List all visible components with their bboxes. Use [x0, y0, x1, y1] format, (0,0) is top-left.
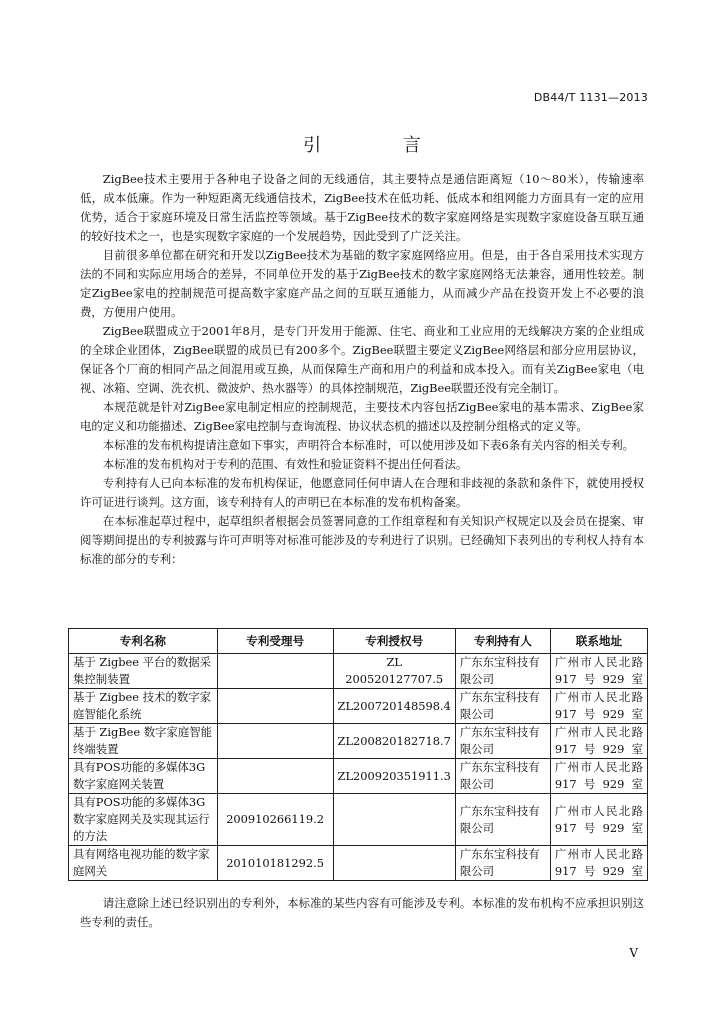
page-number: V: [629, 946, 638, 960]
table-row: [69, 654, 648, 689]
document-number: DB44/T 1131—2013: [533, 91, 648, 104]
table-header-row: [69, 629, 648, 654]
application-no-cell: [217, 689, 333, 724]
grant-no-cell: [333, 794, 455, 846]
closing-note: 请注意除上述已经识别出的专利外，本标准的某些内容有可能涉及专利。本标准的发布机构不应承担识别这些专利的责任。: [80, 896, 644, 929]
header-address: 联系地址: [550, 629, 647, 654]
holder-cell: 广东东宝科技有限公司: [455, 724, 550, 759]
application-no-cell: [217, 654, 333, 689]
patent-table: [68, 628, 648, 881]
grant-no-cell: ZL 200520127707.5: [333, 654, 455, 689]
paragraph: 专利持有人已向本标准的发布机构保证，他愿意同任何申请人在合理和非歧视的条款和条件下，就使用授权许可证进行谈判。这方面，该专利持有人的声明已在本标准的发布机构备案。: [80, 476, 644, 509]
header-grant-no: 专利授权号: [333, 629, 455, 654]
table-row: [69, 794, 648, 846]
patent-name-cell: 基于 Zigbee 技术的数字家庭智能化系统: [69, 689, 218, 724]
patent-name-cell: 基于 Zigbee 平台的数据采集控制装置: [69, 654, 218, 689]
paragraph: 本规范就是针对ZigBee家电制定相应的控制规范，主要技术内容包括ZigBee家电的基本需求、ZigBee家电的定义和功能描述、ZigBee家电控制与查询流程、协议状态机的描述以及控制分组格式的定义等。: [80, 400, 644, 433]
address-cell: 广州市人民北路917号929室: [550, 724, 647, 759]
table-row: [69, 689, 648, 724]
header-application-no: 专利受理号: [217, 629, 333, 654]
holder-cell: 广东东宝科技有限公司: [455, 846, 550, 881]
address-cell: 广州市人民北路917号929室: [550, 759, 647, 794]
application-no-cell: [217, 759, 333, 794]
application-no-cell: [217, 724, 333, 759]
header-patent-name: 专利名称: [69, 629, 218, 654]
holder-cell: 广东东宝科技有限公司: [455, 689, 550, 724]
paragraph: ZigBee技术主要用于各种电子设备之间的无线通信，其主要特点是通信距离短（10～80米），传输速率低，成本低廉。作为一种短距离无线通信技术，ZigBee技术在低功耗、低成本和组网能力方面具有一定的应用优势，适合于家庭环境及日常生活监控等领域。基于ZigBee技术的数字家庭网络是实现数字家庭设备互联互通的较好技术之一，也是实现数字家庭的一个发展趋势，因此受到了广泛关注。: [80, 172, 644, 243]
application-no-cell: 200910266119.2: [217, 794, 333, 846]
grant-no-cell: ZL200820182718.7: [333, 724, 455, 759]
patent-name-cell: 具有POS功能的多媒体3G数字家庭网关及实现其运行的方法: [69, 794, 218, 846]
holder-cell: 广东东宝科技有限公司: [455, 759, 550, 794]
paragraph: 在本标准起草过程中，起草组织者根据会员签署同意的工作组章程和有关知识产权规定以及会员在提案、审阅等期间提出的专利披露与许可声明等对标准可能涉及的专利进行了识别。已经确知下表列出的专利权人持有本标准的部分的专利：: [80, 514, 644, 566]
address-cell: 广州市人民北路917号929室: [550, 654, 647, 689]
grant-no-cell: [333, 846, 455, 881]
address-cell: 广州市人民北路917号929室: [550, 689, 647, 724]
paragraph: 本标准的发布机构提请注意如下事实，声明符合本标准时，可以使用涉及如下表6条有关内容的相关专利。: [102, 438, 635, 452]
address-cell: 广州市人民北路917号929室: [550, 794, 647, 846]
holder-cell: 广东东宝科技有限公司: [455, 654, 550, 689]
patent-name-cell: 具有POS功能的多媒体3G数字家庭网关装置: [69, 759, 218, 794]
paragraph: ZigBee联盟成立于2001年8月，是专门开发用于能源、住宅、商业和工业应用的无线解决方案的企业组成的全球企业团体，ZigBee联盟的成员已有200多个。ZigBee联盟主要定义ZigBee网络层和部分应用层协议，保证各个厂商的相同产品之间混用或互换，从而保障生产商和用户的利益和成本投入。而有关ZigBee家电（电视、冰箱、空调、洗衣机、微波炉、热水器等）的具体控制规范，ZigBee联盟还没有完全制订。: [80, 324, 644, 395]
grant-no-cell: ZL200920351911.3: [333, 759, 455, 794]
patent-name-cell: 具有网络电视功能的数字家庭网关: [69, 846, 218, 881]
grant-no-cell: ZL200720148598.4: [333, 689, 455, 724]
table-row: [69, 846, 648, 881]
holder-cell: 广东东宝科技有限公司: [455, 794, 550, 846]
paragraph: 本标准的发布机构对于专利的范围、有效性和验证资料不提出任何看法。: [102, 457, 468, 471]
paragraph: 目前很多单位都在研究和开发以ZigBee技术为基础的数字家庭网络应用。但是，由于各自采用技术实现方法的不同和实际应用场合的差异，不同单位开发的基于ZigBee技术的数字家庭网络无法兼容，通用性较差。制定ZigBee家电的控制规范可提高数字家庭产品之间的互联互通能力，从而减少产品在投资开发上不必要的浪费，方便用户使用。: [80, 248, 644, 319]
patent-name-cell: 基于 ZigBee 数字家庭智能终端装置: [69, 724, 218, 759]
introduction-body: [80, 170, 644, 569]
table-row: [69, 759, 648, 794]
table-row: [69, 724, 648, 759]
page-title: 引 言: [303, 135, 459, 156]
application-no-cell: 201010181292.5: [217, 846, 333, 881]
address-cell: 广州市人民北路917号929室: [550, 846, 647, 881]
header-holder: 专利持有人: [455, 629, 550, 654]
